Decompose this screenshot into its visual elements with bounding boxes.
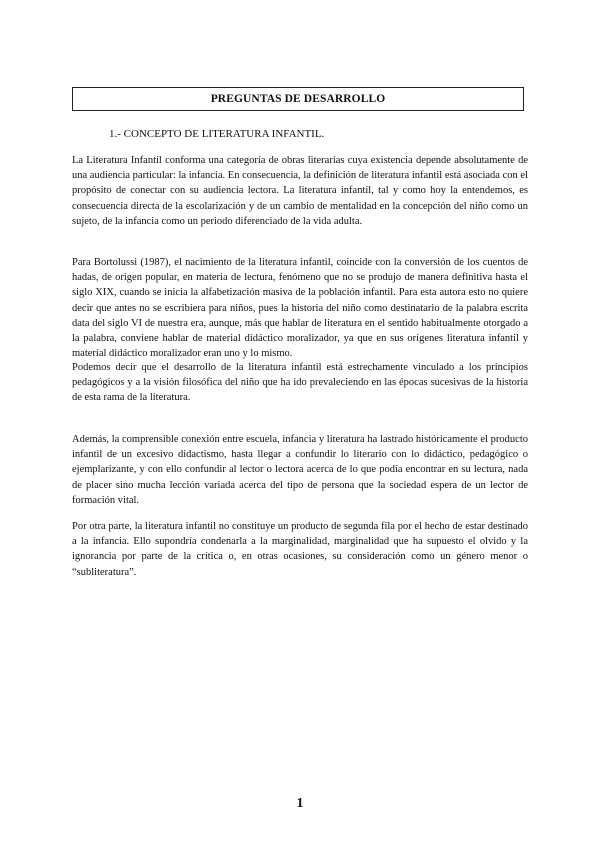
section-heading: 1.- CONCEPTO DE LITERATURA INFANTIL.: [109, 128, 325, 140]
paragraph-5: Por otra parte, la literatura infantil no constituye un producto de segunda fila por el hecho de estar destinado a la infancia. Ello supondría condenarla a la marginalidad, marginalidad que ha supuesto el olvido y la ignorancia por parte de la crítica o, en otras ocasiones, su consideración como un género menor o “subliteratura”.: [72, 521, 528, 578]
paragraph-3: Podemos decir que el desarrollo de la literatura infantil está estrechamente vinculado a los principios pedagógicos y a la visión filosófica del niño que ha ido prevaleciendo en las épocas sucesivas de la historia de esta rama de la literatura.: [72, 362, 528, 404]
paragraph-1: La Literatura Infantil conforma una categoría de obras literarias cuya existencia depende absolutamente de una audiencia particular: la infancia. En consecuencia, la definición de literatura infantil está asociada con el propósito de conectar con su audiencia lectora. La literatura infantil, tal y como hoy la entendemos, es consecuencia directa de la escolarización y de un cambio de mentalidad en la concepción del niño como un sujeto, de la infancia como un periodo diferenciado de la vida adulta.: [72, 155, 528, 227]
paragraph-2: Para Bortolussi (1987), el nacimiento de la literatura infantil, coincide con la conversión de los cuentos de hadas, de origen popular, en materia de lectura, fenómeno que no se produjo de manera definitiva hasta el siglo XIX, cuando se inicia la alfabetización masiva de la población infantil. Para esta autora esto no quiere decir que antes no se escribiera para niños, pues la historia del niño como destinatario de la palabra escrita data del siglo VI de nuestra era, aunque, más que hablar de literatura en el sentido habitualmente otorgado a la palabra, conviene hablar de material didáctico moralizador, ya que en sus orígenes literatura infantil y material didáctico moralizador eran uno y lo mismo.: [72, 257, 528, 360]
page-title: PREGUNTAS DE DESARROLLO: [72, 87, 524, 111]
page-number: 1: [296, 796, 304, 811]
paragraph-4: Además, la comprensible conexión entre escuela, infancia y literatura ha lastrado históricamente el producto infantil de un excesivo didactismo, hasta llegar a confundir lo literario con lo didáctico, pedagógico o ejemplarizante, y con ello confundir al lector o lectora acerca de lo que podía encontrar en su lectura, nada de placer sino mucha lección variada acerca del tipo de persona que la sociedad espera de un lector de formación vital.: [72, 434, 528, 506]
